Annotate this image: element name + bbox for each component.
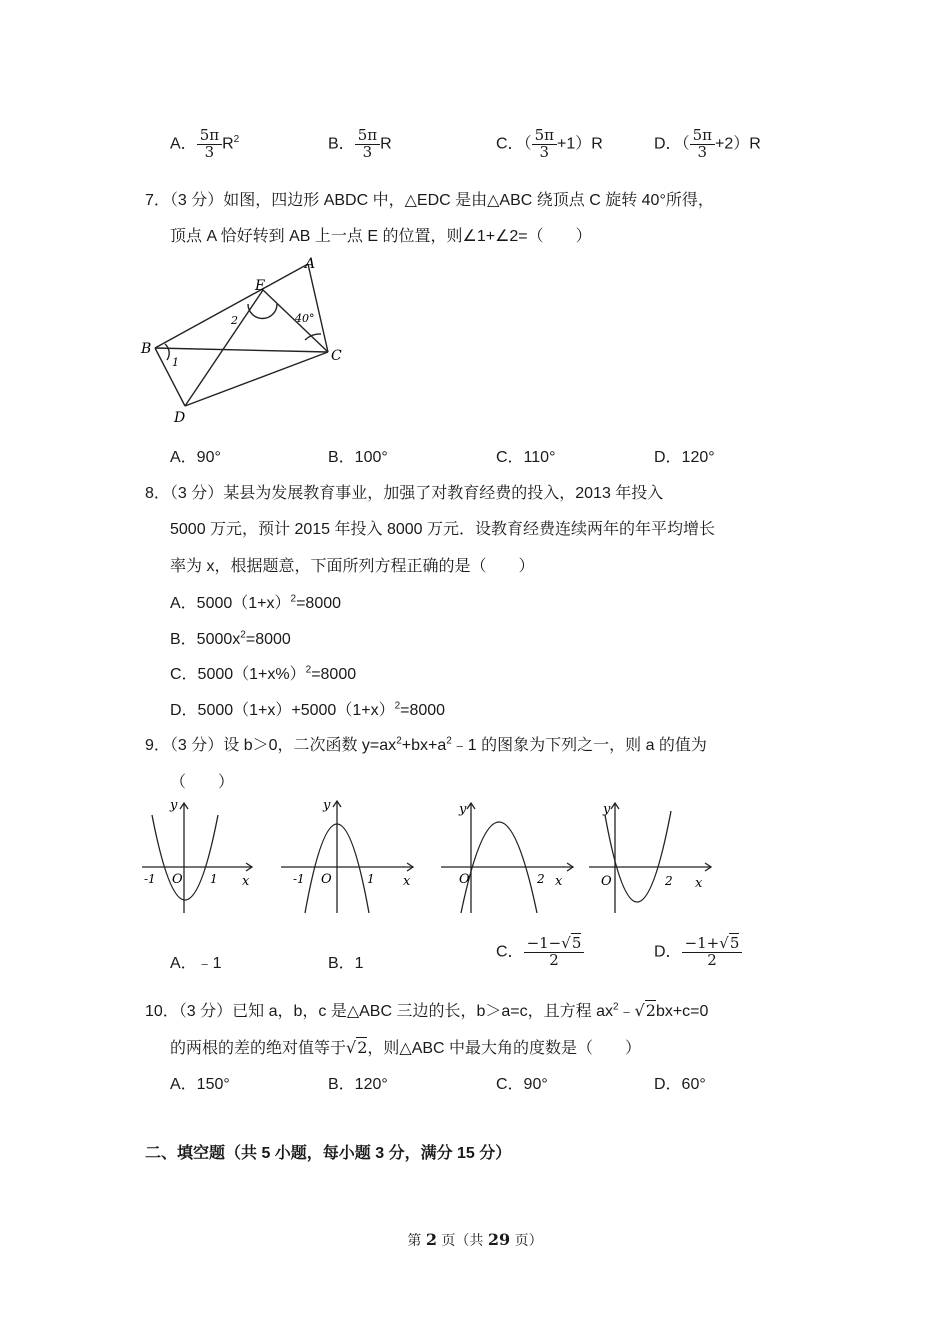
q7-option-b: B．100° [328, 449, 388, 466]
label-b: B [141, 341, 152, 357]
q9-option-a: A．﹣1 [170, 955, 222, 972]
frac-den: 2 [549, 950, 559, 969]
q9-option-c [496, 936, 584, 969]
q9-option-d [654, 936, 742, 969]
radicand: 2 [645, 1001, 656, 1020]
q9-option-c-label: C． [496, 943, 524, 961]
q10-option-a: A．150° [170, 1076, 230, 1093]
opt-text: B．5000x [170, 631, 241, 648]
q7-quadrilateral-figure [135, 252, 355, 430]
superscript: 2 [446, 735, 452, 747]
radicand: 2 [357, 1038, 368, 1057]
label-a: A [305, 256, 316, 272]
page-number: 2 [425, 1230, 437, 1249]
stem-text: ﹣1 的图象为下列之一，则 a 的值为 [451, 737, 707, 754]
q7-stem-line1: 7．（3 分）如图，四边形 ABDC 中，△EDC 是由△ABC 绕顶点 C 旋转 40°所得， [145, 192, 714, 209]
q6-option-d-fraction [690, 128, 715, 161]
footer-text: 页） [510, 1233, 543, 1249]
superscript: 2 [290, 593, 297, 605]
q8-stem-line1: 8．（3 分）某县为发展教育事业，加强了对教育经费的投入，2013 年投入 [145, 485, 664, 502]
q7-option-a: A．90° [170, 449, 221, 466]
footer-text: 第 [407, 1233, 426, 1249]
opt-text: A．5000（1+x） [170, 595, 291, 612]
section-heading: 二、填空题（共 5 小题，每小题 3 分，满分 15 分） [145, 1145, 512, 1162]
paren: （ [681, 135, 690, 153]
opt-text: C．5000（1+x%） [170, 666, 306, 683]
x-label: x [242, 874, 250, 889]
superscript: 2 [396, 735, 402, 747]
q9-graph-c [437, 795, 577, 920]
q7-stem-line2: 顶点 A 恰好转到 AB 上一点 E 的位置，则∠1+∠2=（ ） [170, 228, 592, 245]
frac-den: 3 [362, 142, 373, 161]
q9-option-b: B．1 [328, 955, 364, 972]
q6-option-d-label: D． [654, 135, 682, 153]
q8-stem-line2: 5000 万元，预计 2015 年投入 8000 万元．设教育经费连续两年的年平均增长 [170, 521, 716, 538]
frac-den: 3 [697, 142, 708, 161]
y-label: y [170, 798, 178, 813]
superscript: 2 [240, 629, 246, 641]
opt-text: D．5000（1+x）+5000（1+x） [170, 702, 395, 719]
q6-option-c-fraction [532, 128, 557, 161]
q9-graph-d [585, 795, 715, 920]
q10-option-b: B．120° [328, 1076, 388, 1093]
superscript: 2 [612, 1001, 619, 1013]
stem-text: ，则△ABC 中最大角的度数是（ ） [367, 1040, 642, 1057]
origin-label: O [321, 872, 332, 887]
tick-right: 1 [367, 872, 375, 886]
tick-right: 2 [665, 874, 673, 888]
frac-num: 5π [690, 128, 715, 145]
label-c: C [331, 348, 342, 364]
label-angle-40: 40° [295, 312, 315, 325]
q10-stem-line2 [170, 1035, 641, 1058]
label-angle-1: 1 [172, 356, 179, 369]
opt-tail: =8000 [400, 702, 446, 719]
y-label: y [323, 798, 331, 813]
sqrt: √2 [634, 1001, 656, 1020]
q6-option-c-label: C． [496, 135, 524, 153]
stem-text: 9．（3 分）设 b＞0，二次函数 y=ax [145, 737, 397, 754]
label-angle-2: 2 [231, 314, 238, 327]
origin-label: O [601, 874, 612, 889]
q6-option-d [654, 128, 761, 161]
q10-option-d: D．60° [654, 1076, 706, 1093]
tick-left: -1 [144, 872, 156, 886]
frac-den: 3 [204, 142, 215, 161]
x-label: x [403, 874, 411, 889]
q9-graph-b [277, 795, 417, 920]
sqrt: √5 [561, 934, 582, 952]
q9-option-c-fraction [524, 936, 585, 969]
label-e: E [255, 278, 266, 294]
q6-option-c-tail: +1）R [556, 135, 603, 153]
origin-label: O [459, 872, 470, 887]
q6-option-a-fraction [197, 128, 222, 161]
stem-text: +bx+a [401, 737, 447, 754]
frac-den: 2 [707, 950, 717, 969]
paren: （ [523, 135, 532, 153]
num-pre: −1− [526, 934, 562, 952]
stem-text: 的两根的差的绝对值等于 [170, 1040, 347, 1057]
y-label: y [603, 802, 611, 817]
q6-option-b-tail: R [380, 135, 392, 153]
num-pre: −1+ [684, 934, 720, 952]
superscript: 2 [233, 134, 240, 146]
tick-left: -1 [293, 872, 305, 886]
q9-stem-line2: （ ） [170, 774, 235, 791]
q6-option-b-label: B． [328, 135, 355, 153]
q6-option-a [170, 128, 239, 161]
q8-option-b [170, 626, 291, 649]
frac-num: 5π [532, 128, 557, 145]
opt-tail: =8000 [311, 666, 357, 683]
frac-num: 5π [355, 128, 380, 145]
q6-option-a-label: A． [170, 135, 197, 153]
q9-graph-a [138, 795, 258, 920]
q8-stem-line3: 率为 x，根据题意，下面所列方程正确的是（ ） [170, 558, 535, 575]
q8-option-c [170, 661, 356, 684]
q6-option-d-tail: +2）R [714, 135, 761, 153]
opt-tail: =8000 [245, 631, 291, 648]
origin-label: O [172, 872, 183, 887]
q8-option-d [170, 697, 445, 720]
q7-option-d: D．120° [654, 449, 715, 466]
stem-text: 10．（3 分）已知 a，b，c 是△ABC 三边的长，b＞a=c，且方程 ax [145, 1003, 613, 1020]
q10-option-c: C．90° [496, 1076, 548, 1093]
tick-right: 2 [537, 872, 545, 886]
radicand: 5 [729, 934, 740, 952]
y-label: y [459, 802, 467, 817]
frac-num: 5π [197, 128, 222, 145]
q6-option-a-tail: R [222, 135, 234, 153]
x-label: x [695, 876, 703, 891]
q6-option-c [496, 128, 603, 161]
tick-right: 1 [210, 872, 218, 886]
superscript: 2 [305, 664, 312, 676]
q8-option-a [170, 590, 341, 613]
q6-option-b [328, 128, 392, 161]
q9-option-d-fraction [682, 936, 743, 969]
opt-tail: =8000 [296, 595, 342, 612]
page-footer [0, 1230, 950, 1250]
sqrt: √5 [719, 934, 740, 952]
q7-option-c: C．110° [496, 449, 556, 466]
stem-text: bx+c=0 [655, 1003, 709, 1020]
q10-stem-line1 [145, 998, 708, 1021]
x-label: x [555, 874, 563, 889]
footer-text: 页（共 [436, 1233, 488, 1249]
q6-option-b-fraction [355, 128, 380, 161]
page-total: 29 [487, 1230, 511, 1249]
q9-stem-line1 [145, 732, 707, 755]
superscript: 2 [394, 700, 401, 712]
label-d: D [174, 410, 186, 426]
frac-den: 3 [539, 142, 550, 161]
sqrt: √2 [346, 1038, 368, 1057]
q9-option-d-label: D． [654, 943, 682, 961]
radicand: 5 [571, 934, 582, 952]
stem-text: ﹣ [618, 1003, 635, 1020]
